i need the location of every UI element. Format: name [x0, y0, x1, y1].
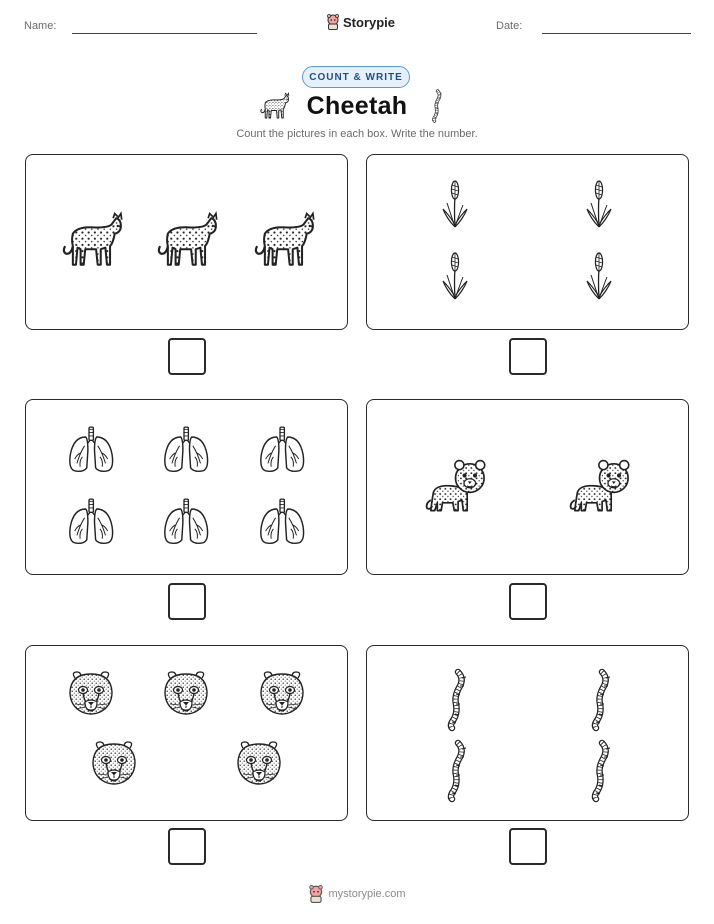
footer-site[interactable]: mystorypie.com [328, 888, 406, 900]
cheetah-face-picture [93, 742, 135, 784]
cheetah-picture [256, 214, 314, 265]
page-title: Cheetah [306, 92, 408, 120]
cheetah-picture [64, 214, 122, 265]
brand [326, 14, 395, 30]
cheetah-picture [159, 214, 217, 265]
grass-picture [587, 253, 611, 299]
answer-box-cheetah-face[interactable] [168, 828, 206, 865]
lungs-picture [70, 499, 113, 543]
spine-icon [428, 90, 444, 122]
spine-picture [595, 743, 610, 799]
answer-box-spine[interactable] [509, 828, 547, 865]
count-box-cheetah-face [25, 645, 348, 821]
answer-box-grass[interactable] [509, 338, 547, 375]
grass-picture [443, 253, 467, 299]
grass-pictures [367, 155, 687, 328]
instructions: Count the pictures in each box. Write the number. [236, 128, 478, 140]
cheetah-cub-picture [427, 461, 485, 511]
brand-name: Storypie [343, 14, 396, 30]
spine-picture [451, 743, 466, 799]
spine-picture [451, 672, 466, 728]
lungs-picture [165, 499, 208, 543]
spine-picture [595, 672, 610, 728]
count-box-grass [366, 154, 689, 330]
footer [0, 885, 714, 903]
date-label: Date: [496, 20, 523, 32]
cheetah-icon [260, 92, 290, 120]
lungs-picture [165, 427, 208, 471]
cheetah-face-picture [165, 672, 207, 714]
count-box-spine [366, 645, 689, 821]
answer-box-cheetah-cub[interactable] [509, 583, 547, 620]
lungs-pictures [26, 400, 346, 573]
cheetah-face-picture [261, 672, 303, 714]
name-line[interactable] [72, 33, 257, 34]
lungs-picture [70, 427, 113, 471]
cheetah-cub-pictures [367, 400, 687, 573]
cheetah-face-pictures [26, 646, 346, 819]
grass-picture [587, 181, 611, 227]
count-box-lungs [25, 399, 348, 575]
cheetah-face-picture [238, 742, 280, 784]
count-write-badge: COUNT & WRITE [302, 66, 410, 88]
storypie-logo-icon [326, 14, 340, 30]
spine-pictures [367, 646, 687, 819]
cheetah-pictures [26, 155, 346, 328]
answer-box-cheetah[interactable] [168, 338, 206, 375]
lungs-picture [261, 427, 304, 471]
storypie-logo-icon [308, 885, 324, 903]
date-line[interactable] [542, 33, 691, 34]
grass-picture [443, 181, 467, 227]
cheetah-face-picture [70, 672, 112, 714]
lungs-picture [261, 499, 304, 543]
count-box-cheetah [25, 154, 348, 330]
name-label: Name: [24, 20, 57, 32]
answer-box-lungs[interactable] [168, 583, 206, 620]
count-box-cheetah-cub [366, 399, 689, 575]
cheetah-cub-picture [571, 461, 629, 511]
